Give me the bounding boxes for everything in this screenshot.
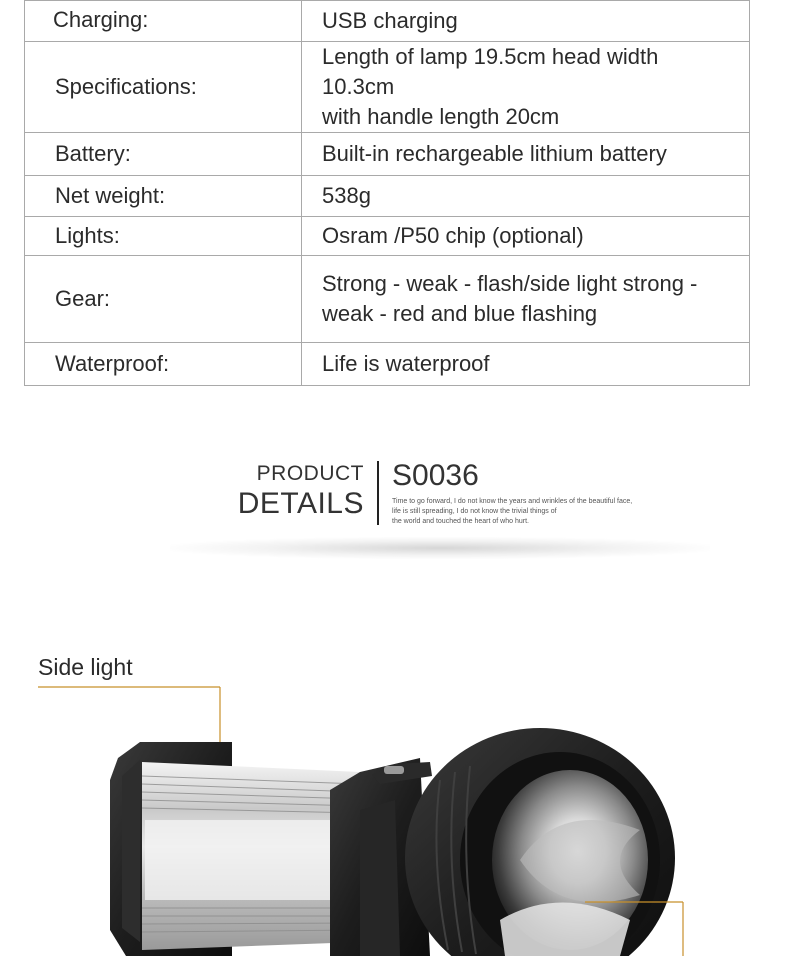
spec-value: Built-in rechargeable lithium battery [302, 133, 750, 176]
spec-value [302, 256, 750, 343]
spec-value-line: weak - red and blue flashing [322, 301, 598, 326]
spec-label: Waterproof: [25, 343, 302, 386]
spec-label: Net weight: [25, 176, 302, 217]
details-code-block [392, 459, 672, 527]
spec-value: Osram /P50 chip (optional) [302, 217, 750, 256]
side-light-label: Side light [38, 654, 133, 680]
details-big-title: DETAILS [237, 487, 364, 520]
details-tagline [392, 497, 672, 527]
tagline-line: life is still spreading, I do not know the trivial things of [392, 508, 557, 515]
spec-row-charging [25, 1, 750, 42]
tagline-line: the world and touched the heart of who hurt. [392, 518, 529, 525]
spec-row-specifications [25, 42, 750, 133]
tagline-line: Time to go forward, I do not know the years and wrinkles of the beautiful face, [392, 498, 633, 505]
details-divider [377, 461, 379, 525]
spec-row-lights [25, 217, 750, 256]
details-shadow [170, 537, 710, 559]
spec-label: Battery: [25, 133, 302, 176]
spec-table [24, 0, 750, 386]
spec-value-line: Length of lamp 19.5cm head width 10.3cm [322, 44, 659, 99]
spec-label: Gear: [25, 256, 302, 343]
spec-value: Life is waterproof [302, 343, 750, 386]
details-title-block [238, 461, 364, 521]
product-details-header [0, 455, 790, 565]
spec-value [302, 42, 750, 133]
spec-label: Specifications: [25, 42, 302, 133]
spec-row-gear [25, 256, 750, 343]
spec-row-net-weight [25, 176, 750, 217]
spec-label: Lights: [25, 217, 302, 256]
product-code: S0036 [392, 459, 479, 492]
spec-value-line: with handle length 20cm [322, 104, 560, 129]
spec-value-line: Strong - weak - flash/side light strong - [322, 271, 698, 296]
spec-row-waterproof [25, 343, 750, 386]
spec-value: USB charging [302, 1, 750, 42]
spec-label: Charging: [25, 1, 302, 42]
spec-value: 538g [302, 176, 750, 217]
details-small-title: PRODUCT [256, 462, 364, 485]
flashlight-image [0, 680, 790, 956]
spec-row-battery [25, 133, 750, 176]
